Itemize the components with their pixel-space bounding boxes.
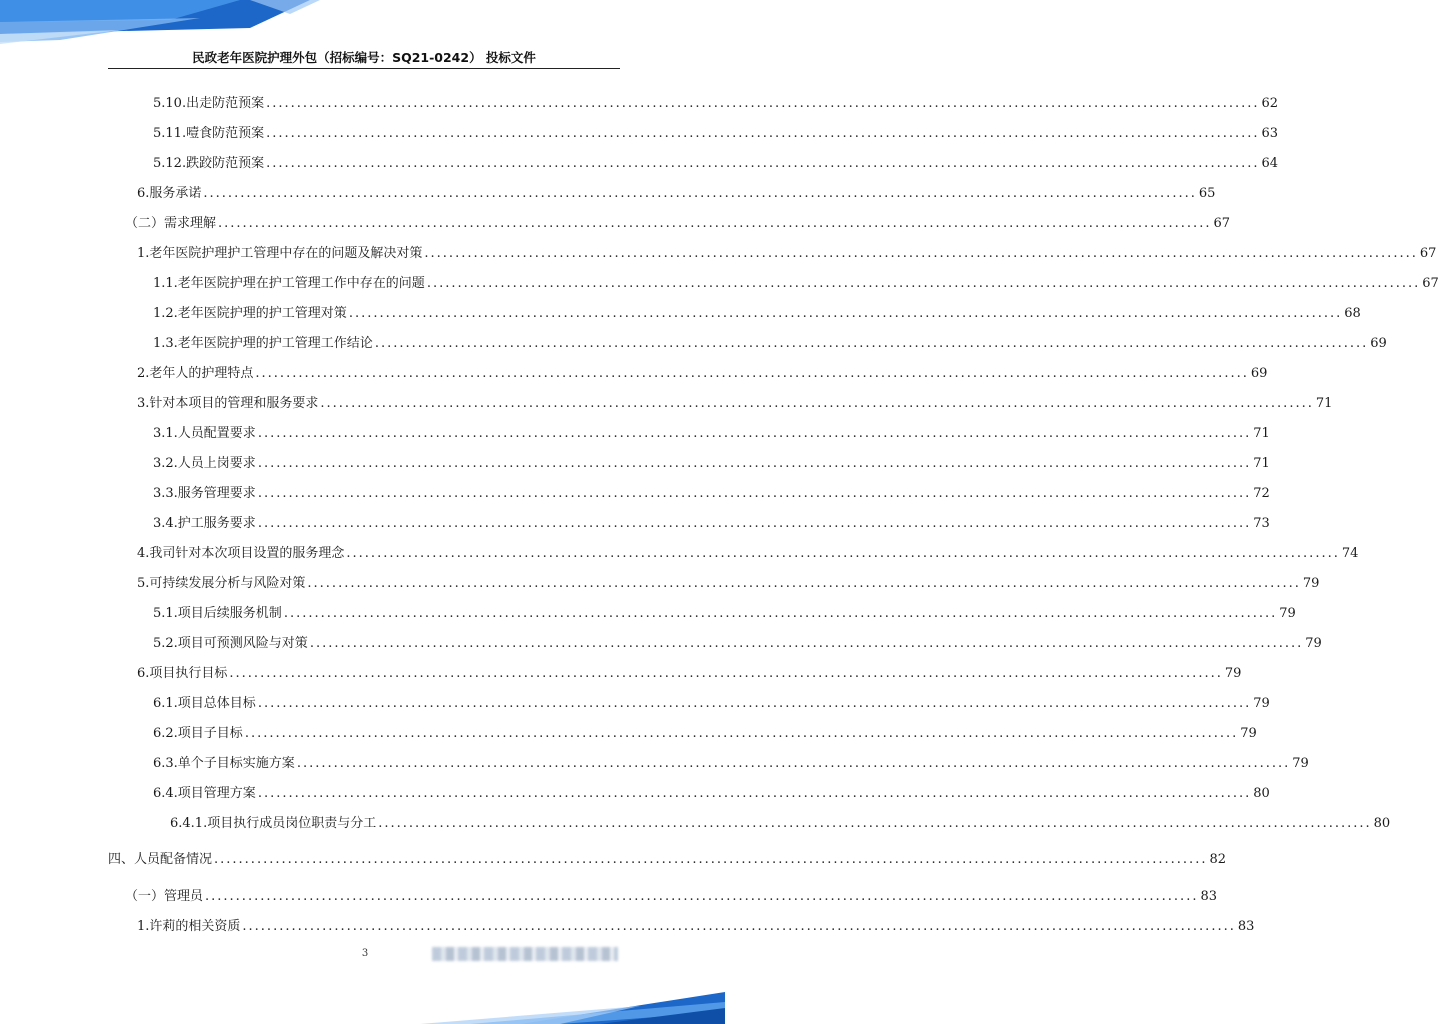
toc-entry-label: 3.1.人员配置要求 (153, 426, 256, 441)
toc-entry[interactable] (153, 752, 1309, 772)
toc-entry-label: 四、人员配备情况 (108, 852, 213, 867)
toc-entry[interactable] (170, 812, 1391, 832)
toc-entry-page: 62 (1261, 96, 1279, 111)
toc-entry[interactable] (153, 722, 1257, 742)
toc-entry-label: （一）管理员 (125, 889, 204, 904)
toc-entry[interactable] (153, 692, 1270, 712)
toc-entry[interactable] (153, 122, 1279, 142)
toc-entry-page: 69 (1370, 336, 1387, 351)
toc-entry-page: 74 (1341, 546, 1359, 561)
toc-entry[interactable] (153, 422, 1270, 442)
toc-dot-leader: .................................................................................................................................................................. (205, 889, 1199, 904)
toc-dot-leader: .................................................................................................................................................................. (283, 606, 1278, 621)
toc-entry-label: 6.3.单个子目标实施方案 (153, 756, 295, 771)
toc-entry-page: 67 (1419, 246, 1437, 261)
toc-entry-page: 68 (1344, 306, 1361, 321)
toc-dot-leader: .................................................................................................................................................................. (203, 186, 1197, 201)
toc-entry-label: 5.1.项目后续服务机制 (153, 606, 282, 621)
toc-entry-page: 79 (1292, 756, 1309, 771)
toc-entry-page: 67 (1213, 216, 1230, 231)
toc-entry-label: 5.12.跌跤防范预案 (153, 156, 265, 171)
toc-entry-label: 3.针对本项目的管理和服务要求 (137, 396, 319, 411)
toc-entry-page: 82 (1209, 852, 1226, 867)
toc-entry[interactable] (137, 662, 1242, 682)
toc-entry-page: 69 (1250, 366, 1268, 381)
header-divider (108, 68, 620, 69)
toc-dot-leader: .................................................................................................................................................................. (266, 156, 1260, 171)
toc-entry-page: 65 (1198, 186, 1216, 201)
toc-dot-leader: .................................................................................................................................................................. (296, 756, 1291, 771)
toc-entry-label: 5.可持续发展分析与风险对策 (137, 576, 306, 591)
toc-entry[interactable] (137, 242, 1437, 262)
toc-entry-label: 1.2.老年医院护理的护工管理对策 (153, 306, 347, 321)
toc-dot-leader: .................................................................................................................................................................. (218, 216, 1212, 231)
toc-dot-leader: .................................................................................................................................................................. (257, 516, 1252, 531)
toc-entry[interactable] (137, 572, 1320, 592)
toc-entry-label: 3.4.护工服务要求 (153, 516, 256, 531)
toc-entry[interactable] (153, 272, 1439, 292)
toc-entry-page: 79 (1224, 666, 1242, 681)
toc-entry[interactable] (137, 362, 1268, 382)
toc-entry-page: 71 (1315, 396, 1333, 411)
toc-entry-label: 1.许莉的相关资质 (137, 919, 241, 934)
toc-dot-leader: .................................................................................................................................................................. (257, 696, 1252, 711)
toc-entry-label: 5.11.噎食防范预案 (153, 126, 265, 141)
toc-entry-label: 6.项目执行目标 (137, 666, 228, 681)
toc-entry-page: 79 (1279, 606, 1296, 621)
toc-entry[interactable] (153, 302, 1361, 322)
toc-entry-page: 73 (1253, 516, 1270, 531)
toc-dot-leader: .................................................................................................................................................................. (257, 426, 1252, 441)
toc-entry[interactable] (125, 212, 1230, 232)
toc-entry-label: 3.2.人员上岗要求 (153, 456, 256, 471)
toc-entry-label: （二）需求理解 (125, 216, 217, 231)
toc-entry-page: 80 (1373, 816, 1391, 831)
toc-entry-label: 6.4.项目管理方案 (153, 786, 256, 801)
toc-entry-label: 4.我司针对本次项目设置的服务理念 (137, 546, 345, 561)
toc-dot-leader: .................................................................................................................................................................. (255, 366, 1249, 381)
toc-entry-label: 2.老年人的护理特点 (137, 366, 254, 381)
toc-entry-label: 6.2.项目子目标 (153, 726, 243, 741)
toc-dot-leader: .................................................................................................................................................................. (257, 486, 1252, 501)
top-decorative-banner (0, 0, 725, 45)
toc-dot-leader: .................................................................................................................................................................. (257, 456, 1252, 471)
toc-dot-leader: .................................................................................................................................................................. (424, 246, 1418, 261)
toc-entry[interactable] (108, 848, 1226, 868)
toc-entry[interactable] (153, 602, 1296, 622)
toc-entry-page: 64 (1261, 156, 1279, 171)
bottom-decorative-banner (0, 984, 725, 1024)
toc-entry-label: 6.服务承诺 (137, 186, 202, 201)
toc-entry-label: 3.3.服务管理要求 (153, 486, 256, 501)
toc-entry[interactable] (137, 542, 1359, 562)
toc-entry[interactable] (137, 915, 1255, 935)
toc-dot-leader: .................................................................................................................................................................. (266, 96, 1260, 111)
toc-entry[interactable] (153, 632, 1322, 652)
toc-dot-leader: .................................................................................................................................................................. (266, 126, 1260, 141)
toc-entry-label: 6.4.1.项目执行成员岗位职责与分工 (170, 816, 377, 831)
toc-entry-page: 79 (1305, 636, 1322, 651)
page-number: 3 (361, 948, 369, 959)
toc-dot-leader: .................................................................................................................................................................. (374, 336, 1369, 351)
toc-entry[interactable] (153, 452, 1270, 472)
toc-entry[interactable] (153, 782, 1270, 802)
toc-entry-label: 1.3.老年医院护理的护工管理工作结论 (153, 336, 373, 351)
toc-dot-leader: .................................................................................................................................................................. (426, 276, 1421, 291)
blurred-watermark (432, 947, 618, 961)
document-header: 民政老年医院护理外包（招标编号：SQ21-0242） 投标文件 (192, 50, 536, 65)
toc-entry-page: 72 (1253, 486, 1270, 501)
toc-entry[interactable] (153, 512, 1270, 532)
toc-entry-label: 6.1.项目总体目标 (153, 696, 256, 711)
toc-entry-page: 83 (1200, 889, 1217, 904)
toc-entry-label: 1.老年医院护理护工管理中存在的问题及解决对策 (137, 246, 423, 261)
toc-entry[interactable] (125, 885, 1217, 905)
toc-entry-page: 71 (1253, 426, 1270, 441)
toc-entry-page: 63 (1261, 126, 1279, 141)
toc-dot-leader: .................................................................................................................................................................. (309, 636, 1304, 651)
toc-entry-page: 83 (1237, 919, 1255, 934)
toc-entry[interactable] (153, 92, 1279, 112)
toc-entry[interactable] (153, 332, 1387, 352)
toc-dot-leader: .................................................................................................................................................................. (214, 852, 1208, 867)
toc-entry[interactable] (137, 392, 1333, 412)
toc-entry-page: 79 (1240, 726, 1257, 741)
toc-dot-leader: .................................................................................................................................................................. (244, 726, 1239, 741)
toc-entry-page: 71 (1253, 456, 1270, 471)
toc-entry-page: 80 (1253, 786, 1270, 801)
toc-dot-leader: .................................................................................................................................................................. (307, 576, 1301, 591)
toc-entry-label: 1.1.老年医院护理在护工管理工作中存在的问题 (153, 276, 425, 291)
toc-dot-leader: .................................................................................................................................................................. (257, 786, 1252, 801)
toc-dot-leader: .................................................................................................................................................................. (348, 306, 1343, 321)
toc-entry-page: 79 (1253, 696, 1270, 711)
toc-entry-label: 5.2.项目可预测风险与对策 (153, 636, 308, 651)
toc-dot-leader: .................................................................................................................................................................. (320, 396, 1314, 411)
toc-entry[interactable] (153, 152, 1279, 172)
toc-dot-leader: .................................................................................................................................................................. (242, 919, 1236, 934)
toc-dot-leader: .................................................................................................................................................................. (229, 666, 1223, 681)
toc-dot-leader: .................................................................................................................................................................. (378, 816, 1372, 831)
toc-dot-leader: .................................................................................................................................................................. (346, 546, 1340, 561)
toc-entry[interactable] (137, 182, 1216, 202)
toc-entry-label: 5.10.出走防范预案 (153, 96, 265, 111)
toc-entry[interactable] (153, 482, 1270, 502)
toc-entry-page: 79 (1302, 576, 1320, 591)
toc-entry-page: 67 (1422, 276, 1439, 291)
